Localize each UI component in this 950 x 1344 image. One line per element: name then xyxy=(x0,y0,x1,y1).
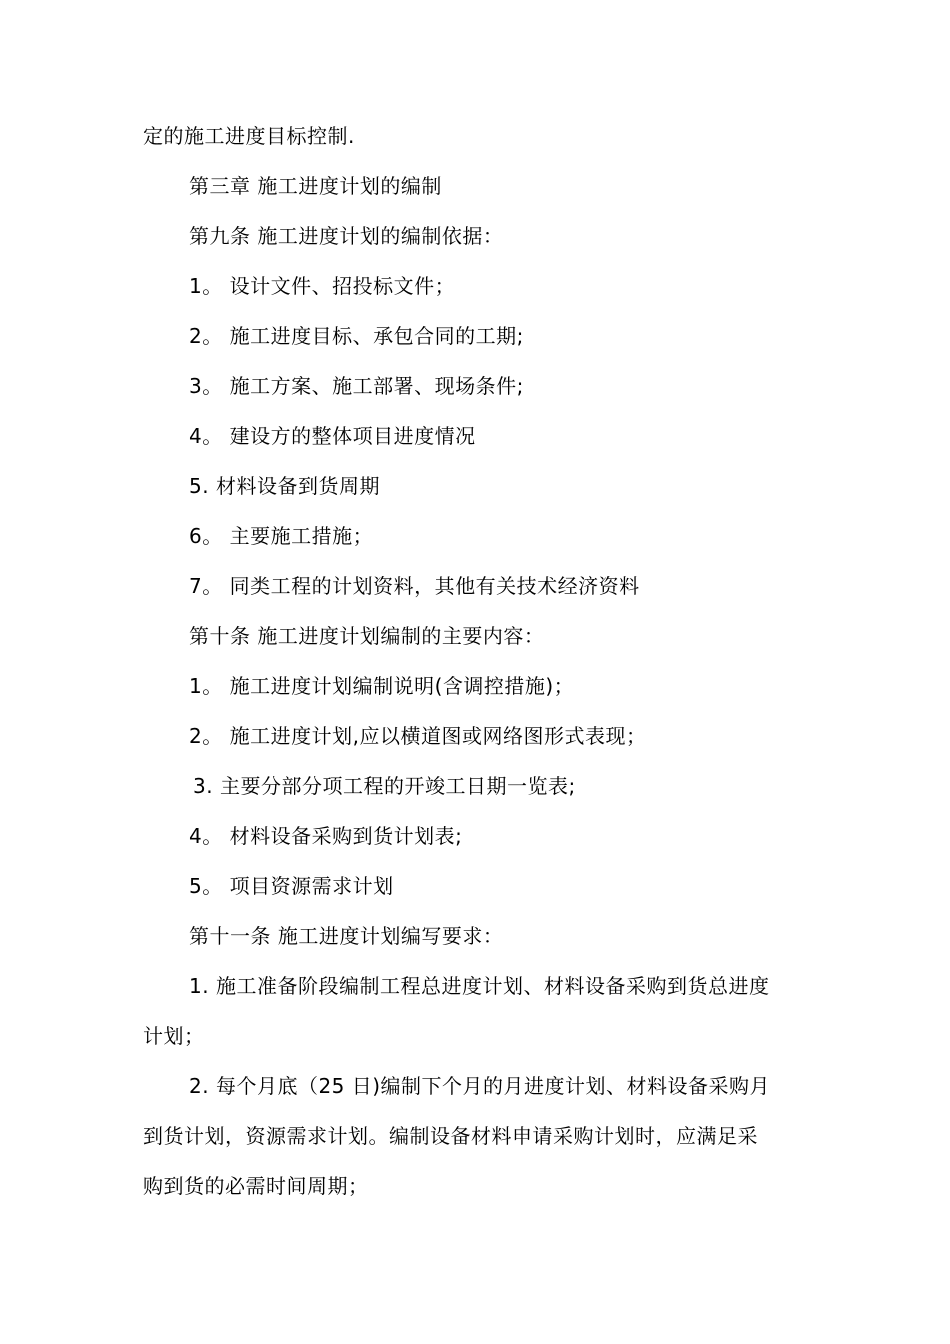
article-heading: 第十条 施工进度计划编制的主要内容： xyxy=(189,624,545,648)
list-item: 2. 每个月底（25 日)编制下个月的月进度计划、材料设备采购月 xyxy=(189,1074,771,1098)
list-item: 4。 建设方的整体项目进度情况 xyxy=(189,424,476,448)
list-item: 1. 施工准备阶段编制工程总进度计划、材料设备采购到货总进度 xyxy=(189,974,770,998)
list-item: 2。 施工进度目标、承包合同的工期; xyxy=(189,324,524,348)
article-heading: 第十一条 施工进度计划编写要求： xyxy=(189,924,504,948)
text-line: 到货计划，资源需求计划。编制设备材料申请采购计划时，应满足采 xyxy=(143,1124,758,1148)
list-item: 7。 同类工程的计划资料，其他有关技术经济资料 xyxy=(189,574,640,598)
list-item: 5。 项目资源需求计划 xyxy=(189,874,394,898)
chapter-heading: 第三章 施工进度计划的编制 xyxy=(189,174,442,198)
text-line: 计划； xyxy=(143,1024,205,1048)
text-line: 购到货的必需时间周期； xyxy=(143,1174,369,1198)
list-item: 3。 施工方案、施工部署、现场条件; xyxy=(189,374,524,398)
text-line: 定的施工进度目标控制. xyxy=(143,124,355,148)
list-item: 5. 材料设备到货周期 xyxy=(189,474,380,498)
article-heading: 第九条 施工进度计划的编制依据： xyxy=(189,224,504,248)
list-item: 3. 主要分部分项工程的开竣工日期一览表; xyxy=(193,774,576,798)
list-item: 6。 主要施工措施； xyxy=(189,524,374,548)
list-item: 1。 设计文件、招投标文件； xyxy=(189,274,456,298)
list-item: 1。 施工进度计划编制说明(含调控措施)； xyxy=(189,674,575,698)
list-item: 4。 材料设备采购到货计划表; xyxy=(189,824,463,848)
list-item: 2。 施工进度计划,应以横道图或网络图形式表现； xyxy=(189,724,647,748)
